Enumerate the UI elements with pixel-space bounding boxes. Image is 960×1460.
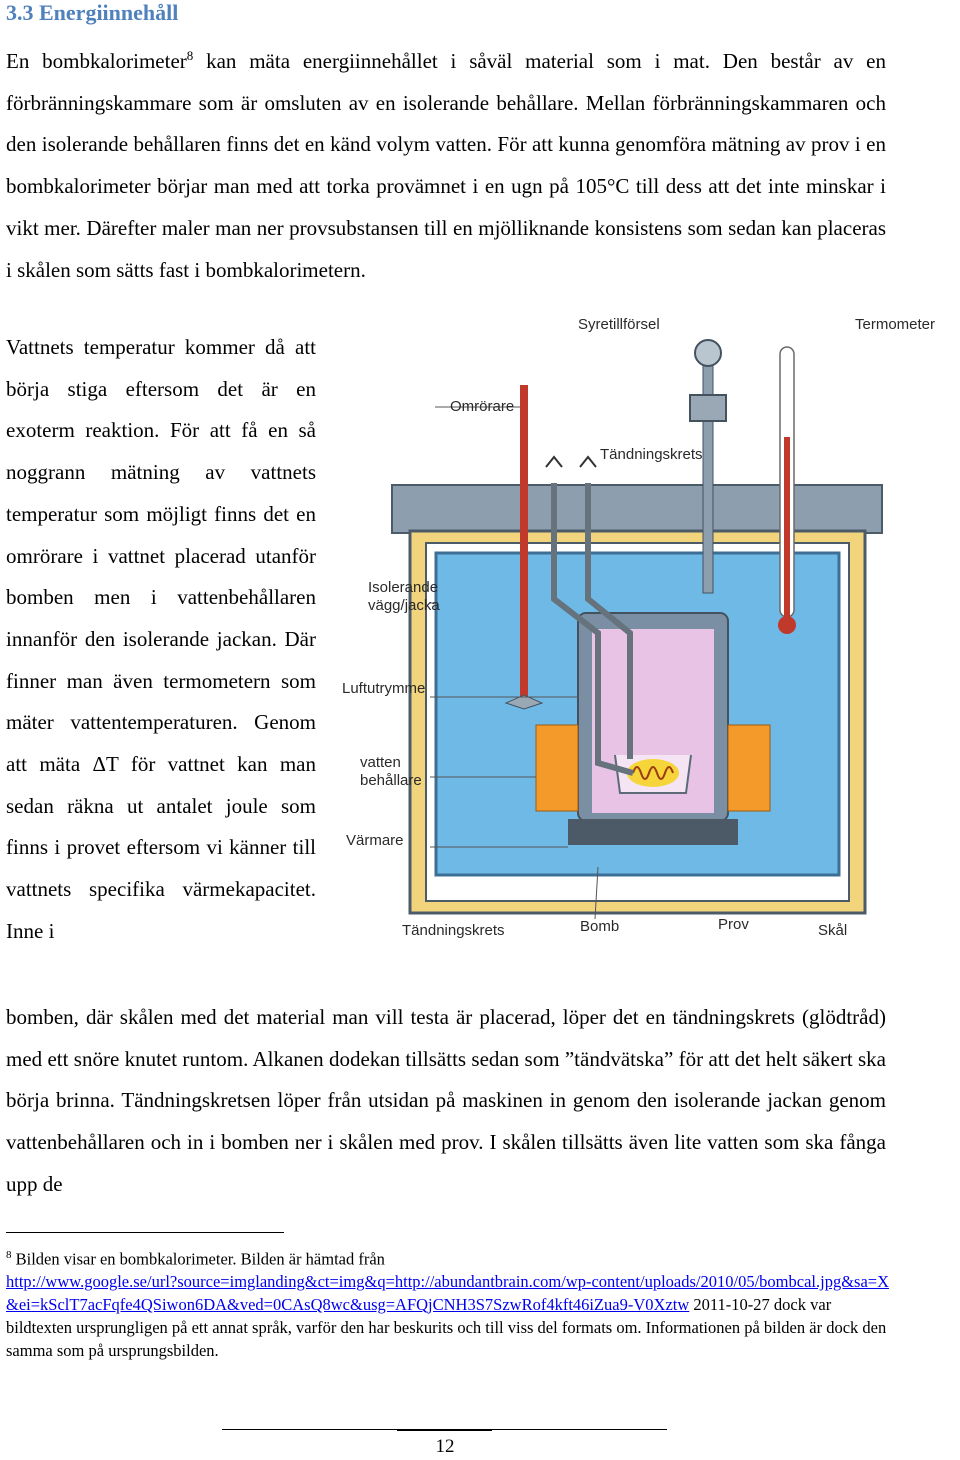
label-termometer: Termometer [855, 316, 936, 333]
paragraph-2-start: Vattnets temperatur kommer då att börja stiga eftersom det är en exoterm reaktion. För att få en så noggrann mätning av vattnets temperatur som möjligt finns det en omrörare i vattnet placerad utanför bomben men i vattenbehållaren innanför den isolerande jackan. Där finner man även termometern som mäter vattentemperaturen. Genom att mäta [6, 335, 316, 777]
label-vatten-line1: vatten [360, 754, 401, 771]
footnote-source-link[interactable]: http://www.google.se/url?source=imglanding&ct=img&q=http://abundantbrain.com/wp-content/uploads/2010/05/bombcal.jpg&sa=X&ei=kSclT7acFqfe4QSiwon6DA&ved=0CAsQ8wc&usg=AFQjCNH3S7SzwRof4kft46iZua9-V0Xztw [6, 1272, 890, 1315]
paragraph-1-rest: kan mäta energiinnehållet i såväl material som i mat. Den består av en förbränningskammare som är omsluten av en isolerande behållare. Mellan förbränningskammaren och den isolerande behållaren finns det en känd volym vatten. För att kunna genomföra mätning av prov i en bombkalorimeter börjar man med att torka provämnet i en ugn på 105°C till dess att det inte minskar i vikt mer. Därefter maler man ner provsubstansen till en mjölliknande konsistens som sedan kan placeras i skålen som sätts fast i bombkalorimetern. [6, 49, 886, 282]
heater-left [536, 725, 578, 811]
footer-rule-right [492, 1429, 667, 1430]
label-skal: Skål [818, 922, 848, 939]
heater-right [728, 725, 770, 811]
label-omrorare: Omrörare [450, 398, 515, 415]
label-varmare: Värmare [346, 832, 404, 849]
footnote-text-2: 2011-10-27 dock var bildtexten ursprungligen på ett annat språk, varför den har beskurits och till viss del formats om. Informationen på bilden är dock den samma som på ursprungsbilden. [6, 1295, 887, 1360]
footnote-separator [6, 1232, 284, 1233]
label-tandningskrets-top: Tändningskrets [600, 446, 703, 463]
sample [627, 759, 679, 787]
thermometer-mercury [784, 437, 790, 617]
footnote-text-1: Bilden visar en bombkalorimeter. Bilden är hämtad från [11, 1249, 385, 1269]
bomb-calorimeter-diagram [330, 307, 960, 947]
oxygen-valve-body [690, 395, 726, 421]
bomb-calorimeter-figure [330, 307, 960, 947]
label-luftutrymme: Luftutrymme [342, 680, 426, 697]
footnote-reference[interactable]: 8 [186, 48, 194, 63]
footer-rule-center [397, 1429, 492, 1431]
delta-t-symbol: ΔT [92, 752, 119, 777]
paragraph-3: bomben, där skålen med det material man vill testa är placerad, löper det en tändningskrets (glödtråd) med ett snöre knutet runtom. Alkanen dodekan tillsätts sedan som ”tändvätska” för att det helt säkert ska börja brinna. Tändningskretsen löper från utsidan på maskinen in genom den isolerande jackan genom vattenbehållaren och in i bomben ner i skålen med prov. I skålen tillsätts även lite vatten som ska fånga upp de [6, 1005, 886, 1196]
calorimeter-lid [392, 485, 882, 533]
label-tandningskrets-bottom: Tändningskrets [402, 922, 505, 939]
section-heading: 3.3 Energiinnehåll [6, 0, 179, 25]
bomb-base [568, 819, 738, 845]
footnote [6, 1244, 891, 1362]
paragraph-1-start: En bombkalorimeter [6, 49, 187, 73]
wire-connectors [546, 457, 596, 467]
oxygen-valve-knob [695, 340, 721, 366]
paragraph-2-rest: för vattnet kan man sedan räkna ut antalet joule som finns i provet eftersom vi känner till vattnets specifika värmekapacitet. Inne i [6, 752, 316, 943]
page-number: 12 [435, 1436, 455, 1457]
label-syretillforsel: Syretillförsel [578, 316, 660, 333]
paragraph-2 [6, 327, 316, 953]
label-prov: Prov [718, 916, 749, 933]
footnote-number: 8 [6, 1249, 12, 1261]
label-vatten-line2: behållare [360, 772, 422, 789]
thermometer-bulb [778, 616, 796, 634]
paragraph-1 [6, 35, 886, 291]
label-isolerande-line1: Isolerande [368, 579, 439, 596]
stirrer-rod [520, 385, 528, 697]
label-isolerande-line2: vägg/jacka [368, 597, 440, 614]
label-bomb: Bomb [580, 918, 620, 935]
footer-rule-left [222, 1429, 397, 1430]
